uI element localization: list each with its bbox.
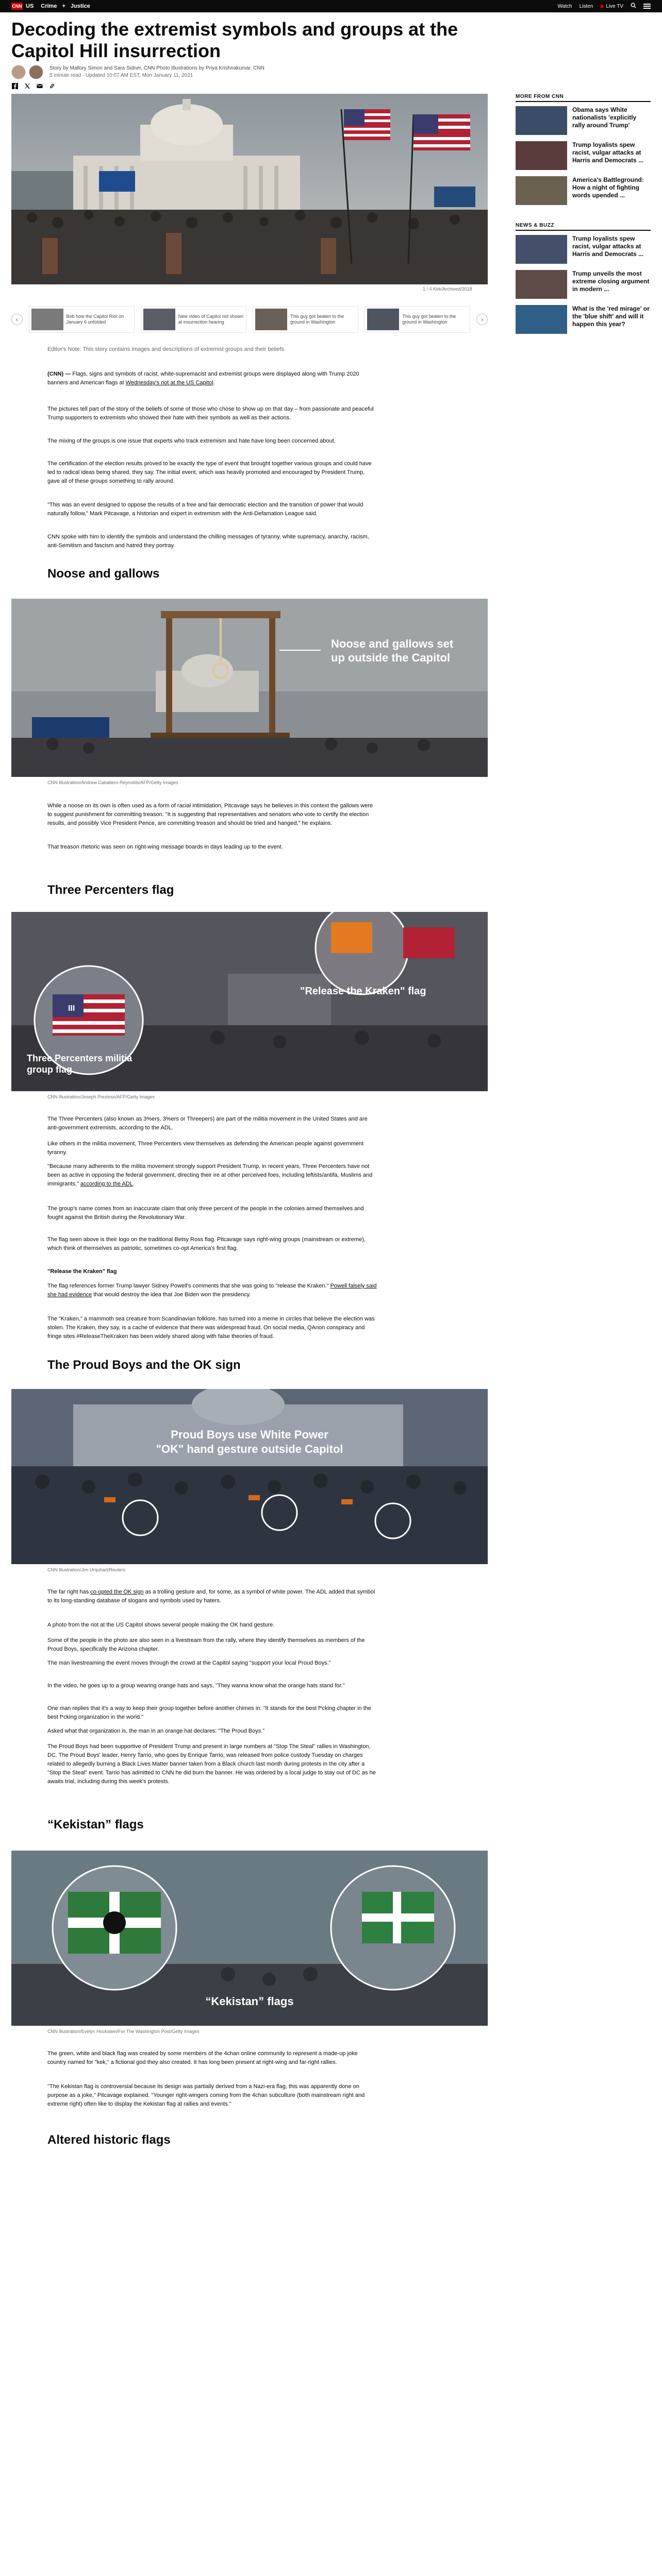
section-heading-altered-flags: Altered historic flags bbox=[47, 2133, 171, 2147]
proud-boys-image-label-2: "OK" hand gesture outside Capitol bbox=[156, 1443, 343, 1455]
paragraph: Some of the people in the photo are also seen in a livestream from the rally, where they identify themselves as members of the Proud Boys, specifically the Arizona chapter. bbox=[47, 1637, 365, 1652]
section-heading-proud-boys: The Proud Boys and the OK sign bbox=[47, 1358, 241, 1372]
carousel-thumbnail bbox=[31, 309, 63, 330]
powell-link[interactable]: Powell falsely said she had evidence bbox=[47, 1283, 377, 1298]
sidebar-item[interactable] bbox=[516, 235, 651, 267]
noose-caption: CNN Illustration/Andrew Caballero-Reynolds/AFP/Getty Images bbox=[47, 780, 178, 785]
sidebar-thumbnail bbox=[516, 176, 567, 205]
nav-crime[interactable]: Crime bbox=[41, 3, 57, 9]
paragraph: The Proud Boys had been supportive of President Trump and present in large numbers at "Stop The Steal" rallies in Washington, DC. The Proud Boys' leader, Henry Tarrio, who goes by Enrique Tarrio, was released from police custody Tuesday on charges related to allegedly burning a Black Lives Matter banner taken from a Black church last month during protests in the city after a "Stop the Steal" event. Tarrio has admitted to CNN he did burn the banner. He was ordered by a local judge to stay out of DC as he awaits trial, including during this week's protests. bbox=[47, 1743, 376, 1785]
paragraph: The flag seen above is their logo on the traditional Betsy Ross flag. Pitcavage says right-wing groups (mainstream or extreme), which think of themselves as patriotic, sometimes co-opt America's first flag. bbox=[47, 1236, 366, 1251]
section-heading-kekistan: “Kekistan” flags bbox=[47, 1818, 144, 1832]
carousel-item[interactable] bbox=[29, 306, 135, 333]
editor-note: Editor's Note: This story contains images and descriptions of extremist groups and their beliefs. bbox=[47, 346, 286, 352]
proud-boys-image bbox=[11, 1389, 488, 1564]
paragraph: In the video, he goes up to a group wearing orange hats and says, "They wanna know what the orange hats stand for." bbox=[47, 1683, 345, 1689]
sidebar-item-title: America's Battleground: How a night of fighting words upended ... bbox=[572, 176, 644, 199]
section-heading-noose: Noose and gallows bbox=[47, 567, 160, 581]
share-bar bbox=[11, 82, 56, 90]
ok-sign-link[interactable]: co-opted the OK sign bbox=[90, 1589, 144, 1595]
paragraph: The green, white and black flag was created by some members of the 4chan online community to represent a made-up joke country named for "kek," a fictional god they also created. It has long been present at right-wing and far-right rallies. bbox=[47, 2050, 358, 2065]
sidebar-item-title: Trump loyalists spew racist, vulgar attacks at Harris and Democrats ... bbox=[572, 141, 644, 164]
carousel-item-title: This guy got beaten to the ground in Washington bbox=[402, 314, 456, 325]
carousel-item[interactable] bbox=[141, 306, 246, 333]
byline-updated: 5 minute read · Updated 10:07 AM EST, Mon January 11, 2021 bbox=[49, 73, 193, 78]
paragraph: That treason rhetoric was seen on right-wing message boards in days leading up to the event. bbox=[47, 844, 283, 850]
three-percenters-image bbox=[11, 912, 488, 1091]
nav-justice[interactable]: Justice bbox=[70, 3, 90, 9]
paragraph: The far right has co-opted the OK sign as a trolling gesture and, for some, as a symbol of white power. The ADL added that symbol to its long-standing database of slogans and symbols used by haters. bbox=[47, 1589, 375, 1604]
sidebar-more-title: MORE FROM CNN bbox=[516, 94, 564, 99]
paragraph: Asked what that organization is, the man in an orange hat declares: "The Proud Boys." bbox=[47, 1728, 265, 1734]
proud-boys-caption: CNN Illustration/Jim Urquhart/Reuters bbox=[47, 1567, 126, 1572]
three-percenters-caption: CNN Illustration/Joseph Prezioso/AFP/Getty Images bbox=[47, 1094, 155, 1099]
adl-link[interactable]: according to the ADL bbox=[80, 1181, 133, 1187]
kekistan-image bbox=[11, 1851, 488, 2026]
sidebar-item-title: Trump loyalists spew racist, vulgar attacks at Harris and Democrats ... bbox=[572, 235, 644, 258]
noose-image-label: Noose and gallows set bbox=[331, 637, 454, 650]
noose-image-label-2: up outside the Capitol bbox=[331, 651, 450, 664]
paragraph: The flag references former Trump lawyer Sidney Powell's comments that she was going to "release the Kraken." Powell falsely said she had evidence that would destroy the idea that Joe Biden won the presidency. bbox=[47, 1283, 377, 1298]
byline-authors: Story by Mallory Simon and Sara Sidner, CNN Photo Illustrations by Priya Krishnakumar, CNN bbox=[49, 65, 264, 71]
related-carousel bbox=[11, 305, 488, 334]
nav-sep: + bbox=[62, 3, 65, 9]
sidebar-item[interactable] bbox=[516, 106, 651, 138]
cnn-logo[interactable]: CNN bbox=[12, 4, 22, 9]
sidebar-rule bbox=[516, 230, 651, 231]
author-avatar bbox=[29, 65, 43, 79]
sidebar-thumbnail bbox=[516, 141, 567, 170]
paragraph: CNN spoke with him to identify the symbols and understand the chilling messages of tyranny, white supremacy, anarchy, racism, anti-Semitism and fascism and hatred they portray. bbox=[47, 534, 369, 549]
sidebar-rule bbox=[516, 101, 651, 102]
sidebar-item-title: Obama says White nationalists 'explicitly rally around Trump' bbox=[572, 106, 637, 129]
paragraph: A photo from the riot at the US Capitol shows several people making the OK hand gesture. bbox=[47, 1622, 275, 1628]
hero-image bbox=[11, 94, 488, 284]
nav-right bbox=[558, 3, 651, 10]
paragraph: The "Kraken," a mammoth sea creature from Scandinavian folklore, has turned into a meme in circles that believe the election was stolen. The Kraken, they say, is a cache of evidence that there was widespread fraud. On social media, QAnon conspiracy and fringe sites #ReleaseTheKraken has been widely shared along with false theories of fraud. bbox=[47, 1316, 375, 1340]
paragraph: The mixing of the groups is one issue that experts who track extremism and hate have long been concerned about. bbox=[47, 438, 336, 444]
edition-label[interactable]: US bbox=[26, 3, 34, 9]
carousel-next-button[interactable]: › bbox=[476, 314, 488, 325]
live-tv-link[interactable]: Live TV bbox=[600, 4, 623, 9]
proud-boys-image-label-1: Proud Boys use White Power bbox=[171, 1428, 328, 1441]
carousel-item[interactable] bbox=[253, 306, 358, 333]
three-percenters-label-1: Three Percenters militia bbox=[27, 1053, 133, 1063]
paragraph: Like others in the militia movement, Three Percenters view themselves as defending the American people against government tyranny. bbox=[47, 1141, 364, 1156]
carousel-prev-button[interactable]: ‹ bbox=[11, 314, 23, 325]
carousel-item-title: Bob how the Capitol Riot on January 6 unfolded bbox=[66, 314, 124, 325]
section-heading-three-percenters: Three Percenters flag bbox=[47, 883, 174, 897]
carousel-item[interactable] bbox=[365, 306, 470, 333]
paragraph: The certification of the election results proved to be exactly the type of event that brought together various groups and could have led to radical ideas being shared, they say. The initial event, which was heavily promoted and encouraged by President Trump, gave all of these groups something to rally around. bbox=[47, 461, 372, 484]
sidebar-thumbnail bbox=[516, 270, 567, 299]
sidebar-thumbnail bbox=[516, 235, 567, 264]
watch-link[interactable]: Watch bbox=[557, 3, 572, 9]
sidebar-item[interactable] bbox=[516, 141, 651, 173]
carousel-item-title: New video of Capitol riot shown at insurrection hearing bbox=[178, 314, 243, 325]
noose-gallows-image bbox=[11, 599, 488, 777]
section-nav bbox=[41, 3, 90, 9]
live-dot-icon bbox=[600, 5, 604, 8]
carousel-thumbnail bbox=[367, 309, 399, 330]
capitol-riot-link[interactable]: Wednesday's riot at the US Capitol bbox=[125, 380, 213, 386]
paragraph: The Three Percenters (also known as 3%ers, 3%ers or Threepers) are part of the militia movement in the United States and are anti-government extremists, according to the ADL. bbox=[47, 1116, 368, 1131]
sidebar-item-title: What is the 'red mirage' or the 'blue shift' and will it happen this year? bbox=[572, 305, 650, 328]
facebook-icon[interactable] bbox=[11, 82, 19, 90]
paragraph: While a noose on its own is often used as a form of racial intimidation, Pitcavage says he believes in this context the gallows were to suggest punishment for committing treason. "It is suggesting that representatives and senators who vote to certify the election results, and possibly Vice President Pence, are committing treason and should be tried and hanged," he explains. bbox=[47, 803, 373, 826]
menu-icon[interactable] bbox=[643, 4, 651, 9]
kekistan-image-label: “Kekistan” flags bbox=[205, 1995, 294, 2008]
paragraph: (CNN) — Flags, signs and symbols of racist, white-supremacist and extremist groups were displayed along with Trump 2020 banners and American flags at Wednesday's riot at the US Capitol. bbox=[47, 371, 359, 386]
svg-text:III: III bbox=[68, 1004, 75, 1013]
byline-row bbox=[11, 65, 264, 79]
paragraph: One man replies that it's a way to keep their group together before another chimes in: "It stands for the best f*cking chapter in the best f*cking organization in the world." bbox=[47, 1705, 371, 1720]
sidebar-item-title: Trump unveils the most extreme closing argument in modern ... bbox=[572, 270, 650, 293]
paragraph: "Because many adherents to the militia movement strongly support President Trump, in recent years, Three Percenters have not been as active in opposing the federal government, directing their ire at other perceived foes, including leftists/antifa, Muslims and immigrants," according to the ADL. bbox=[47, 1163, 373, 1187]
sidebar-thumbnail bbox=[516, 305, 567, 334]
headline: Decoding the extremist symbols and groups at the Capitol Hill insurrection bbox=[11, 19, 458, 61]
dateline: (CNN) — bbox=[47, 371, 71, 377]
hero-caption: 1 / 4 Kirk/Archived/2018 bbox=[423, 286, 472, 292]
email-icon[interactable] bbox=[36, 82, 43, 90]
carousel-item-title: This guy got beaten to the ground in Washington bbox=[290, 314, 344, 325]
sidebar-item[interactable] bbox=[516, 305, 651, 337]
sidebar-item[interactable] bbox=[516, 270, 651, 302]
kraken-image-label: "Release the Kraken" flag bbox=[300, 986, 426, 997]
top-nav bbox=[0, 0, 662, 12]
paragraph: "The Kekistan flag is controversial because its design was partially derived from a Nazi-era flag, this was apparently done on purpose as a joke," Pitcavage explained. "Younger right-wingers coming from the 4chan subculture (both mainstream right and extreme right) often like to display the Kekistan flag at rallies and events." bbox=[47, 2083, 365, 2107]
paragraph: The pictures tell part of the story of the beliefs of some of those who chose to show up on that day – from passionate and peaceful Trump supporters to extremists who showed their hate with their symbols as well as their actions. bbox=[47, 406, 374, 421]
carousel-thumbnail bbox=[255, 309, 287, 330]
sidebar-thumbnail bbox=[516, 106, 567, 135]
search-icon[interactable] bbox=[631, 3, 636, 10]
byline bbox=[49, 65, 264, 79]
paragraph: The group's name comes from an inaccurate claim that only three percent of the people in the colonies armed themselves and fought against the British during the Revolutionary War. bbox=[47, 1206, 364, 1221]
paragraph: The man livestreaming the event moves through the crowd at the Capitol saying "support your local Proud Boys." bbox=[47, 1660, 331, 1666]
sidebar-item[interactable] bbox=[516, 176, 651, 208]
carousel-thumbnail bbox=[143, 309, 175, 330]
x-twitter-icon[interactable] bbox=[24, 82, 31, 90]
subheading-kraken: "Release the Kraken" flag bbox=[47, 1268, 117, 1275]
paragraph: "This was an event designed to oppose the results of a free and fair democratic election and the transition of power that would naturally follow," Mark Pitcavage, a historian and expert in extremism with the Anti-Defamation League said. bbox=[47, 502, 363, 517]
three-percenters-label-2: group flag bbox=[27, 1064, 72, 1075]
author-avatar bbox=[11, 65, 26, 79]
sidebar-news-title: NEWS & BUZZ bbox=[516, 223, 554, 228]
listen-link[interactable]: Listen bbox=[579, 3, 593, 9]
link-icon[interactable] bbox=[48, 82, 56, 90]
kekistan-caption: CNN Illustration/Evelyn Hockstein/For The Washington Post/Getty Images bbox=[47, 2029, 200, 2034]
